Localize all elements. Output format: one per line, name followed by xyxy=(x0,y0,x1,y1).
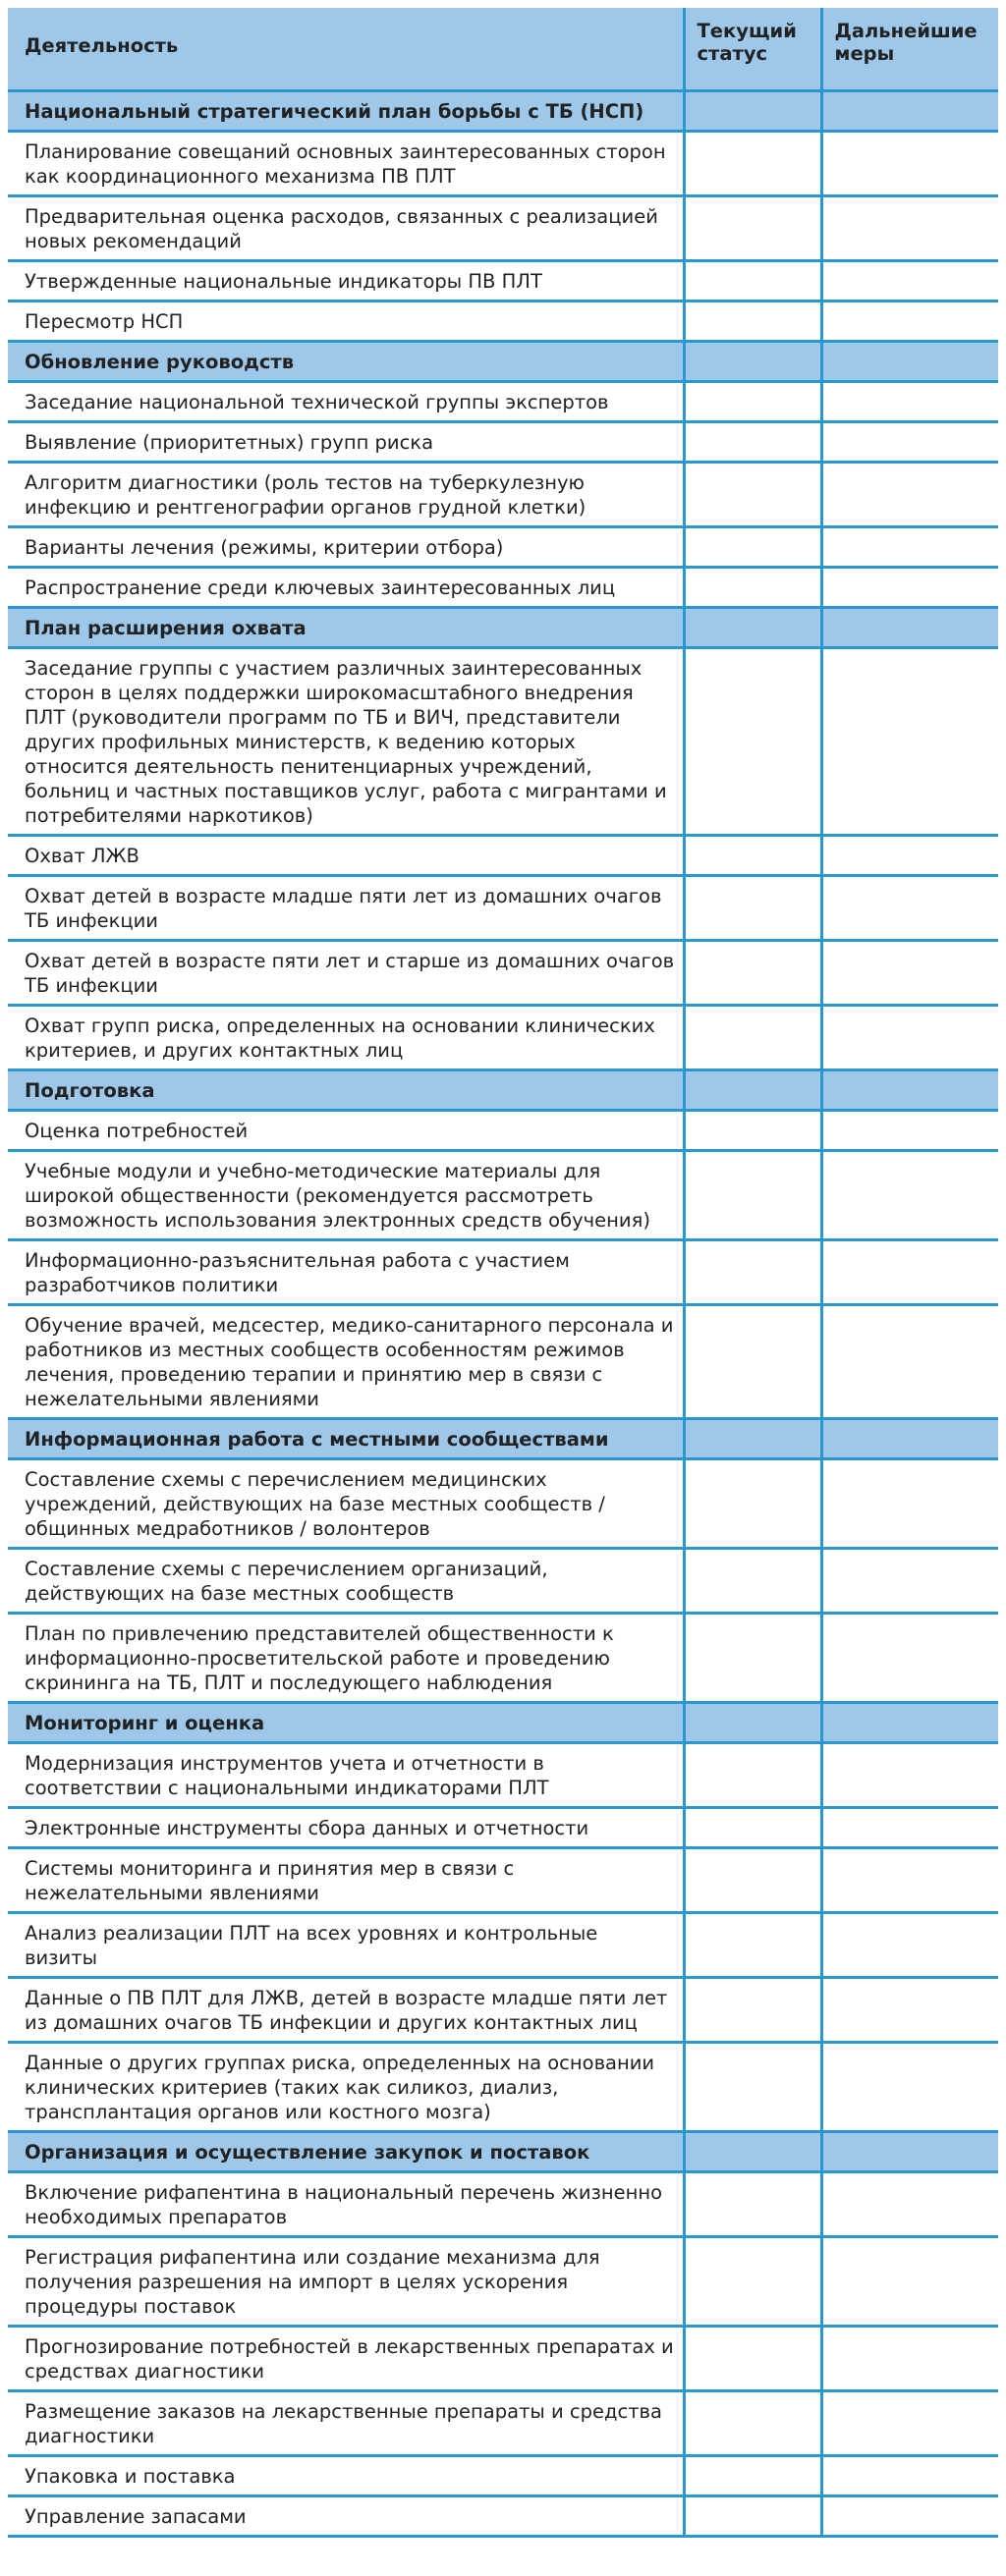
measures-cell[interactable] xyxy=(821,196,998,261)
activity-cell: Обучение врачей, медсестер, медико-санитарного персонала и работников из местных сообществ особенностям режимов лечения, проведению терапии и принятию мер в связи с нежелательными явлениями xyxy=(8,1305,684,1419)
measures-cell[interactable] xyxy=(821,1549,998,1614)
section-row-procurement-supply xyxy=(8,2132,998,2172)
table-row xyxy=(8,382,998,422)
table-row xyxy=(8,1006,998,1070)
status-cell[interactable] xyxy=(684,2496,821,2537)
status-cell[interactable] xyxy=(684,1459,821,1549)
measures-cell[interactable] xyxy=(821,422,998,463)
activity-cell: Охват групп риска, определенных на основании клинических критериев, и других контактных лиц xyxy=(8,1006,684,1070)
measures-cell[interactable] xyxy=(821,836,998,876)
measures-cell[interactable] xyxy=(821,1978,998,2043)
activity-cell: Распространение среди ключевых заинтересованных лиц xyxy=(8,568,684,608)
table-row xyxy=(8,1848,998,1913)
activity-cell: Охват детей в возрасте младше пяти лет из домашних очагов ТБ инфекции xyxy=(8,876,684,941)
status-cell[interactable] xyxy=(684,1743,821,1808)
measures-cell[interactable] xyxy=(821,2327,998,2391)
status-cell[interactable] xyxy=(684,1240,821,1305)
table-row xyxy=(8,1111,998,1151)
status-cell[interactable] xyxy=(684,2456,821,2496)
section-title: План расширения охвата xyxy=(8,608,684,648)
table-row xyxy=(8,1240,998,1305)
table-row xyxy=(8,132,998,196)
status-cell[interactable] xyxy=(684,2043,821,2132)
measures-cell[interactable] xyxy=(821,301,998,342)
measures-cell[interactable] xyxy=(821,1151,998,1240)
section-title: Подготовка xyxy=(8,1070,684,1111)
activity-cell: Планирование совещаний основных заинтересованных сторон как координационного механизма ПВ ПЛТ xyxy=(8,132,684,196)
table-row xyxy=(8,1549,998,1614)
status-cell[interactable] xyxy=(684,382,821,422)
status-cell[interactable] xyxy=(684,568,821,608)
activity-cell: Охват детей в возрасте пяти лет и старше из домашних очагов ТБ инфекции xyxy=(8,941,684,1006)
measures-cell[interactable] xyxy=(821,1459,998,1549)
status-cell[interactable] xyxy=(684,527,821,568)
measures-cell[interactable] xyxy=(821,568,998,608)
activity-cell: Составление схемы с перечислением медицинских учреждений, действующих на базе местных сообществ / общинных медработников / волонтеров xyxy=(8,1459,684,1549)
table-row xyxy=(8,422,998,463)
activity-cell: Охват ЛЖВ xyxy=(8,836,684,876)
status-cell[interactable] xyxy=(684,1978,821,2043)
activity-cell: Модернизация инструментов учета и отчетности в соответствии с национальными индикаторами ПЛТ xyxy=(8,1743,684,1808)
activity-cell: Прогнозирование потребностей в лекарственных препаратах и средствах диагностики xyxy=(8,2327,684,2391)
section-row-monitoring-evaluation xyxy=(8,1703,998,1743)
activity-cell: Размещение заказов на лекарственные препараты и средства диагностики xyxy=(8,2391,684,2456)
status-cell[interactable] xyxy=(684,1913,821,1978)
measures-cell[interactable] xyxy=(821,1305,998,1419)
status-cell[interactable] xyxy=(684,261,821,301)
section-title: Организация и осуществление закупок и поставок xyxy=(8,2132,684,2172)
table-row xyxy=(8,568,998,608)
table-row xyxy=(8,261,998,301)
measures-cell[interactable] xyxy=(821,261,998,301)
measures-cell[interactable] xyxy=(821,1614,998,1703)
activity-cell: Электронные инструменты сбора данных и отчетности xyxy=(8,1808,684,1848)
status-cell[interactable] xyxy=(684,1419,821,1459)
activity-cell: Анализ реализации ПЛТ на всех уровнях и контрольные визиты xyxy=(8,1913,684,1978)
header-activity: Деятельность xyxy=(8,8,684,91)
status-cell[interactable] xyxy=(684,196,821,261)
status-cell[interactable] xyxy=(684,1848,821,1913)
status-cell[interactable] xyxy=(684,836,821,876)
table-row xyxy=(8,2237,998,2327)
section-title: Мониторинг и оценка xyxy=(8,1703,684,1743)
measures-cell[interactable] xyxy=(821,648,998,836)
status-cell[interactable] xyxy=(684,1006,821,1070)
activity-cell: Включение рифапентина в национальный перечень жизненно необходимых препаратов xyxy=(8,2172,684,2237)
measures-cell[interactable] xyxy=(821,941,998,1006)
table-row xyxy=(8,876,998,941)
activity-cell: Системы мониторинга и принятия мер в связи с нежелательными явлениями xyxy=(8,1848,684,1913)
measures-cell[interactable] xyxy=(821,2391,998,2456)
activity-cell: Упаковка и поставка xyxy=(8,2456,684,2496)
section-row-community-outreach xyxy=(8,1419,998,1459)
status-cell[interactable] xyxy=(684,422,821,463)
measures-cell[interactable] xyxy=(821,1419,998,1459)
measures-cell[interactable] xyxy=(821,527,998,568)
table-row xyxy=(8,2496,998,2537)
table-row xyxy=(8,2327,998,2391)
measures-cell[interactable] xyxy=(821,1743,998,1808)
measures-cell[interactable] xyxy=(821,342,998,382)
activity-cell: План по привлечению представителей общественности к информационно-просветительской работе и проведению скрининга на ТБ, ПЛТ и последующего наблюдения xyxy=(8,1614,684,1703)
table-row xyxy=(8,2391,998,2456)
measures-cell[interactable] xyxy=(821,132,998,196)
measures-cell[interactable] xyxy=(821,2456,998,2496)
activity-cell: Алгоритм диагностики (роль тестов на туберкулезную инфекцию и рентгенографии органов грудной клетки) xyxy=(8,463,684,527)
table-row xyxy=(8,2456,998,2496)
section-title: Информационная работа с местными сообществами xyxy=(8,1419,684,1459)
table-row xyxy=(8,196,998,261)
table-row xyxy=(8,941,998,1006)
table-row xyxy=(8,463,998,527)
activity-cell: Учебные модули и учебно-методические материалы для широкой общественности (рекомендуется рассмотреть возможность использования электронных средств обучения) xyxy=(8,1151,684,1240)
table-header-row xyxy=(8,8,998,91)
status-cell[interactable] xyxy=(684,608,821,648)
status-cell[interactable] xyxy=(684,2172,821,2237)
status-cell[interactable] xyxy=(684,463,821,527)
activity-cell: Варианты лечения (режимы, критерии отбора) xyxy=(8,527,684,568)
status-cell[interactable] xyxy=(684,1111,821,1151)
measures-cell[interactable] xyxy=(821,1240,998,1305)
activity-cell: Оценка потребностей xyxy=(8,1111,684,1151)
section-title: Национальный стратегический план борьбы с ТБ (НСП) xyxy=(8,91,684,132)
table-row xyxy=(8,1913,998,1978)
status-cell[interactable] xyxy=(684,91,821,132)
section-row-nsp xyxy=(8,91,998,132)
measures-cell[interactable] xyxy=(821,608,998,648)
status-cell[interactable] xyxy=(684,1305,821,1419)
measures-cell[interactable] xyxy=(821,2172,998,2237)
section-title: Обновление руководств xyxy=(8,342,684,382)
measures-cell[interactable] xyxy=(821,1070,998,1111)
table-row xyxy=(8,1151,998,1240)
activity-cell: Пересмотр НСП xyxy=(8,301,684,342)
table-row xyxy=(8,2043,998,2132)
measures-cell[interactable] xyxy=(821,2132,998,2172)
section-row-guidelines xyxy=(8,342,998,382)
header-further-measures: Дальнейшие меры xyxy=(821,8,998,91)
status-cell[interactable] xyxy=(684,1549,821,1614)
measures-cell[interactable] xyxy=(821,1913,998,1978)
table-row xyxy=(8,1743,998,1808)
activity-cell: Данные о других группах риска, определенных на основании клинических критериев (таких как силикоз, диализ, трансплантация органов или костного мозга) xyxy=(8,2043,684,2132)
activity-cell: Заседание национальной технической группы экспертов xyxy=(8,382,684,422)
status-cell[interactable] xyxy=(684,648,821,836)
table-row xyxy=(8,1459,998,1549)
measures-cell[interactable] xyxy=(821,1808,998,1848)
status-cell[interactable] xyxy=(684,1151,821,1240)
status-cell[interactable] xyxy=(684,1808,821,1848)
status-cell[interactable] xyxy=(684,2391,821,2456)
table-row xyxy=(8,301,998,342)
activity-cell: Выявление (приоритетных) групп риска xyxy=(8,422,684,463)
measures-cell[interactable] xyxy=(821,1703,998,1743)
status-cell[interactable] xyxy=(684,2237,821,2327)
status-cell[interactable] xyxy=(684,1703,821,1743)
activity-cell: Информационно-разъяснительная работа с участием разработчиков политики xyxy=(8,1240,684,1305)
table-row xyxy=(8,1808,998,1848)
status-cell[interactable] xyxy=(684,1614,821,1703)
table-row xyxy=(8,527,998,568)
status-cell[interactable] xyxy=(684,132,821,196)
section-row-scale-up-plan xyxy=(8,608,998,648)
table-row xyxy=(8,2172,998,2237)
measures-cell[interactable] xyxy=(821,1848,998,1913)
table-row xyxy=(8,1305,998,1419)
status-cell[interactable] xyxy=(684,876,821,941)
measures-cell[interactable] xyxy=(821,1111,998,1151)
table-row xyxy=(8,648,998,836)
measures-cell[interactable] xyxy=(821,382,998,422)
table-body xyxy=(8,91,998,2537)
section-row-training xyxy=(8,1070,998,1111)
activity-cell: Данные о ПВ ПЛТ для ЛЖВ, детей в возрасте младше пяти лет из домашних очагов ТБ инфекции и других контактных лиц xyxy=(8,1978,684,2043)
activity-checklist-table xyxy=(8,8,998,2538)
table-row xyxy=(8,836,998,876)
table-row xyxy=(8,1614,998,1703)
status-cell[interactable] xyxy=(684,2327,821,2391)
activity-cell: Утвержденные национальные индикаторы ПВ ПЛТ xyxy=(8,261,684,301)
status-cell[interactable] xyxy=(684,2132,821,2172)
measures-cell[interactable] xyxy=(821,2496,998,2537)
activity-cell: Составление схемы с перечислением организаций, действующих на базе местных сообществ xyxy=(8,1549,684,1614)
activity-cell: Заседание группы с участием различных заинтересованных сторон в целях поддержки широкомасштабного внедрения ПЛТ (руководители программ по ТБ и ВИЧ, представители других профильных министерств, к ведению которых относится деятельность пенитенциарных учреждений, больниц и частных поставщиков услуг, работа с мигрантами и потребителями наркотиков) xyxy=(8,648,684,836)
activity-cell: Управление запасами xyxy=(8,2496,684,2537)
measures-cell[interactable] xyxy=(821,1006,998,1070)
measures-cell[interactable] xyxy=(821,2237,998,2327)
status-cell[interactable] xyxy=(684,1070,821,1111)
status-cell[interactable] xyxy=(684,301,821,342)
status-cell[interactable] xyxy=(684,342,821,382)
measures-cell[interactable] xyxy=(821,2043,998,2132)
activity-cell: Регистрация рифапентина или создание механизма для получения разрешения на импорт в целях ускорения процедуры поставок xyxy=(8,2237,684,2327)
measures-cell[interactable] xyxy=(821,463,998,527)
activity-cell: Предварительная оценка расходов, связанных с реализацией новых рекомендаций xyxy=(8,196,684,261)
measures-cell[interactable] xyxy=(821,91,998,132)
header-current-status: Текущий статус xyxy=(684,8,821,91)
table-row xyxy=(8,1978,998,2043)
measures-cell[interactable] xyxy=(821,876,998,941)
status-cell[interactable] xyxy=(684,941,821,1006)
